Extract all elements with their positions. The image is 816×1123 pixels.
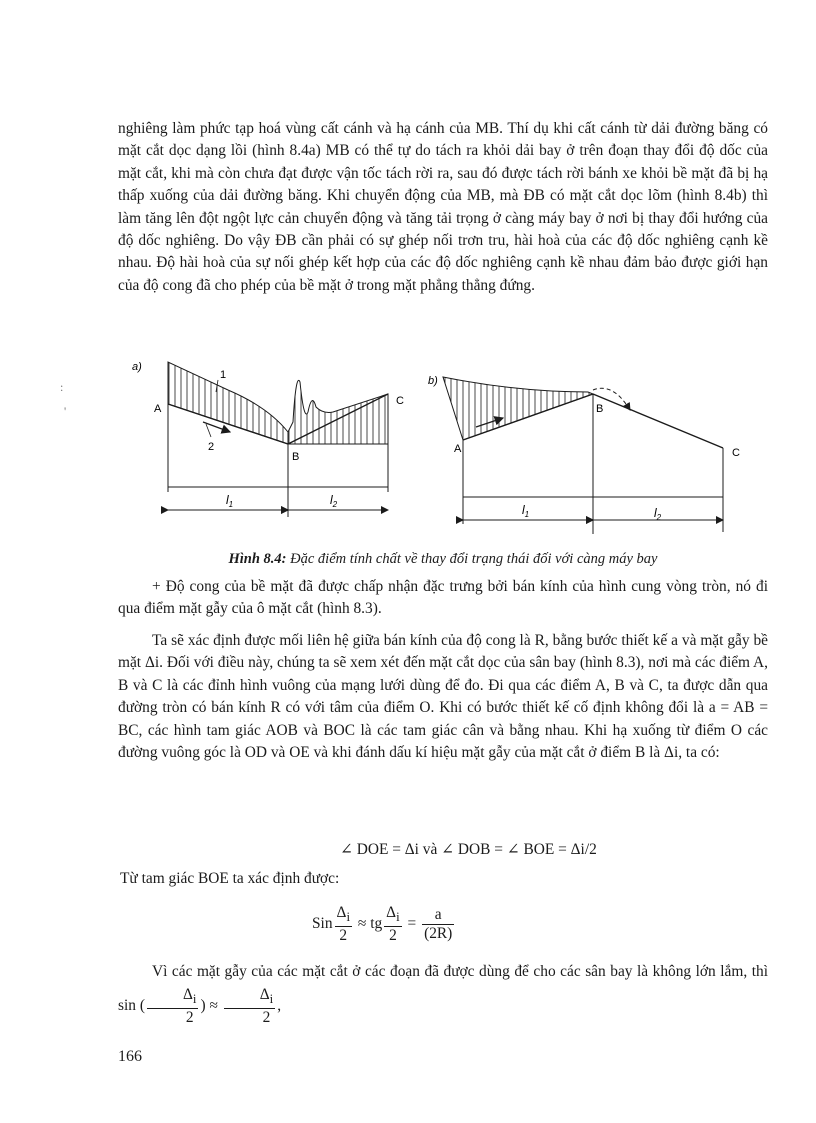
panel-b-label: b) bbox=[428, 375, 438, 387]
l2-label: $l_2$ bbox=[330, 493, 338, 509]
l1-label: $l_1$ bbox=[226, 493, 234, 509]
panel-b-diagram bbox=[428, 375, 740, 534]
label-2: 2 bbox=[208, 441, 215, 453]
figure-caption bbox=[118, 551, 768, 568]
margin-mark: ' bbox=[64, 404, 67, 418]
panel-a-label: a) bbox=[132, 361, 142, 373]
figure-8-4 bbox=[118, 352, 758, 542]
point-b-label-b: B bbox=[596, 403, 604, 415]
caption-text: Đặc điểm tính chất về thay đổi trạng thái đối với càng máy bay bbox=[290, 551, 658, 567]
paragraph-curvature: + Độ cong của bề mặt đã được chấp nhận đặc trưng bởi bán kính của hình cung vòng tròn, nó đi qua điểm mặt gẫy của ô mặt cắt (hình 8.3). bbox=[118, 578, 768, 618]
label-1: 1 bbox=[220, 369, 227, 381]
point-c-label-b: C bbox=[732, 447, 740, 459]
l2-label-b: $l_2$ bbox=[654, 506, 662, 522]
paragraph-relation: Ta sẽ xác định được mối liên hệ giữa bán kính của độ cong là R, bằng bước thiết kế a và mặt gẫy bề mặt Δi. Đối với điều này, chúng ta sẽ xem xét đến mặt cắt dọc của sân bay (hình 8.3), nơi mà các điểm A, B và C là các đỉnh hình vuông của mạng lưới dùng để đo. Đi qua các điểm A, B và C, ta được dẫn qua đường tròn có bán kính R có với tâm của điểm O. Khi có bước thiết kế cố định không đổi là a = AB = BC, các hình tam giác AOB và BOC là các tam giác cân và bằng nhau. Khi hạ xuống từ điểm O các đường vuông góc là OD và OE và khi đánh dấu kí hiệu mặt gẫy của mặt cắt ở điểm B là Δi, ta có: bbox=[118, 632, 768, 762]
formula-angles: ∠ DOE = Δi và ∠ DOB = ∠ BOE = Δi/2 bbox=[340, 841, 597, 858]
paragraph-triangle: Từ tam giác BOE ta xác định được: bbox=[120, 870, 340, 887]
l1-label-b: $l_1$ bbox=[522, 503, 530, 519]
margin-mark: : bbox=[60, 380, 64, 394]
point-c-label: C bbox=[396, 395, 404, 407]
paragraph-intro: nghiêng làm phức tạp hoá vùng cất cánh và hạ cánh của MB. Thí dụ khi cất cánh từ dải đường băng có mặt cắt dọc dạng lồi (hình 8.4a) MB có thể tự do tách ra khỏi dải bay ở trên đoạn thay đổi độ dốc của mặt cắt, khi mà còn chưa đạt được vận tốc tách rời ra, sau đó được tách rời bánh xe khỏi bề mặt đã bị hạ thấp xuống của dải đường băng. Khi chuyển động của MB, mà ĐB có mặt cắt dọc lõm (hình 8.4b) thì làm tăng lên đột ngột lực cản chuyển động và tăng tải trọng ở càng máy bay ở nơi bị thay đổi hướng của độ dốc nghiêng. Do vậy ĐB cần phải có sự ghép nối trơn tru, hài hoà của các độ dốc nghiêng cạnh kề nhau. Độ hài hoà của sự nối ghép kết hợp của các độ dốc nghiêng cạnh kề nhau đảm bảo được giới hạn của độ cong đã cho phép của bề mặt ở trong mặt phẳng thẳng đứng. bbox=[118, 120, 768, 294]
point-a-label: A bbox=[154, 403, 162, 415]
point-b-label: B bbox=[292, 451, 300, 463]
formula-sin-tg: Sin $\frac{\Delta_i}{2}$ ≈ tg $\frac{\Delta_i}{2}$ = $\frac{a}{(2R)}$ bbox=[312, 904, 453, 945]
paragraph-small-angles: Vì các mặt gẫy của các mặt cắt ở các đoạn đã được dùng để cho các sân bay là không lớn lắm, thì sin ( $\frac{\Delta_i}{2}$ ) ≈ $\frac{\Delta_i}{2}$ , bbox=[118, 963, 768, 1027]
page-number: 166 bbox=[118, 1048, 142, 1065]
point-a-label-b: A bbox=[454, 443, 462, 455]
caption-label: Hình 8.4: bbox=[228, 551, 287, 567]
panel-a-diagram bbox=[132, 361, 404, 517]
